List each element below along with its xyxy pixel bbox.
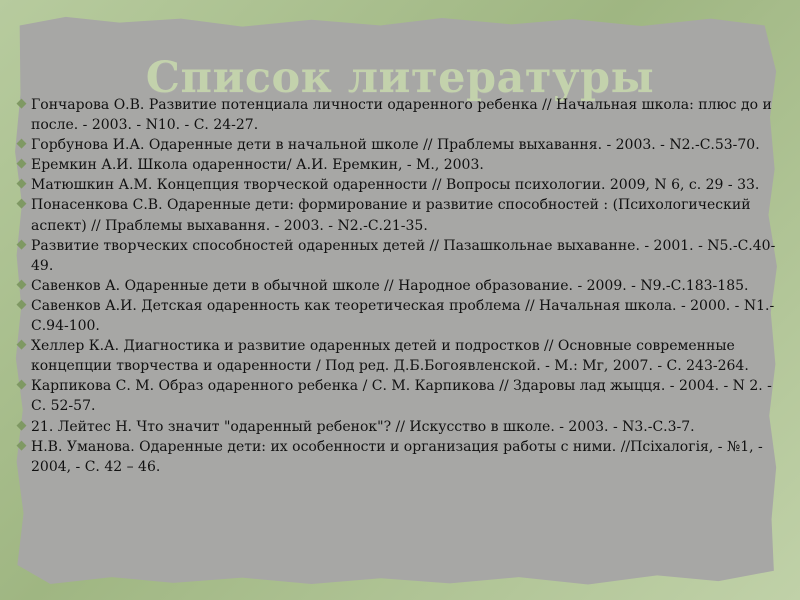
list-item <box>16 417 776 437</box>
page-title: Список литературы <box>145 52 655 103</box>
diamond-bullet-icon: ◆ <box>16 156 27 172</box>
diamond-bullet-icon: ◆ <box>16 276 27 292</box>
list-item <box>16 376 776 416</box>
reference-text: Хеллер К.А. Диагностика и развитие одаренных детей и подростков // Основные современные концепции творчества и одаренности / Под ред. Д.Б.Богоявленской. - М.: Мг, 2007. - С. 243-264. <box>31 338 749 375</box>
reference-text: Горбунова И.А. Одаренные дети в начальной школе // Праблемы выхавання. - 2003. - N2.-С.53-70. <box>31 137 760 154</box>
list-item <box>16 336 776 376</box>
list-item <box>16 276 776 296</box>
reference-text: Матюшкин А.М. Концепция творческой одаренности // Вопросы психологии. 2009, N 6, с. 29 - 33. <box>31 177 760 194</box>
reference-text: Еремкин А.И. Школа одаренности/ А.И. Еремкин, - М., 2003. <box>31 157 484 174</box>
diamond-bullet-icon: ◆ <box>16 437 27 453</box>
reference-text: Карпикова С. М. Образ одаренного ребенка / С. М. Карпикова // Здаровы лад жыцця. - 2004. - N 2. - С. 52-57. <box>31 378 772 415</box>
list-item <box>16 437 776 477</box>
diamond-bullet-icon: ◆ <box>16 176 27 192</box>
list-item <box>16 95 776 135</box>
reference-text: Гончарова О.В. Развитие потенциала личности одаренного ребенка // Начальная школа: плюс до и после. - 2003. - N10. - С. 24-27. <box>31 97 772 134</box>
reference-text: 21. Лейтес Н. Что значит "одаренный ребенок"? // Искусство в школе. - 2003. - N3.-С.3-7. <box>31 418 695 435</box>
list-item <box>16 175 776 195</box>
diamond-bullet-icon: ◆ <box>16 136 27 152</box>
reference-text: Савенков А. Одаренные дети в обычной школе // Народное образование. - 2009. - N9.-С.183-185. <box>31 277 749 294</box>
diamond-bullet-icon: ◆ <box>16 96 27 111</box>
list-item <box>16 195 776 235</box>
reference-text: Понасенкова С.В. Одаренные дети: формирование и развитие способностей : (Психологический аспект) // Праблемы выхавання. - 2003. - N2.-С.21-35. <box>31 197 751 234</box>
list-item <box>16 296 776 336</box>
diamond-bullet-icon: ◆ <box>16 337 27 353</box>
list-item <box>16 135 776 155</box>
diamond-bullet-icon: ◆ <box>16 236 27 252</box>
reference-text: Развитие творческих способностей одаренных детей // Пазашкольнае выхаванне. - 2001. - N5.-С.40-49. <box>31 237 776 274</box>
reference-text: Савенков А.И. Детская одаренность как теоретическая проблема // Начальная школа. - 2000. - N1.-С.94-100. <box>31 297 775 335</box>
diamond-bullet-icon: ◆ <box>16 417 27 433</box>
diamond-bullet-icon: ◆ <box>16 377 27 393</box>
reference-text: Н.В. Уманова. Одаренные дети: их особенности и организация работы с ними. //Псiхалогiя, - №1, - 2004, - С. 42 – 46. <box>31 438 763 475</box>
list-item <box>16 155 776 175</box>
list-item <box>16 236 776 276</box>
diamond-bullet-icon: ◆ <box>16 296 27 312</box>
diamond-bullet-icon: ◆ <box>16 196 27 212</box>
references-list <box>16 95 776 477</box>
